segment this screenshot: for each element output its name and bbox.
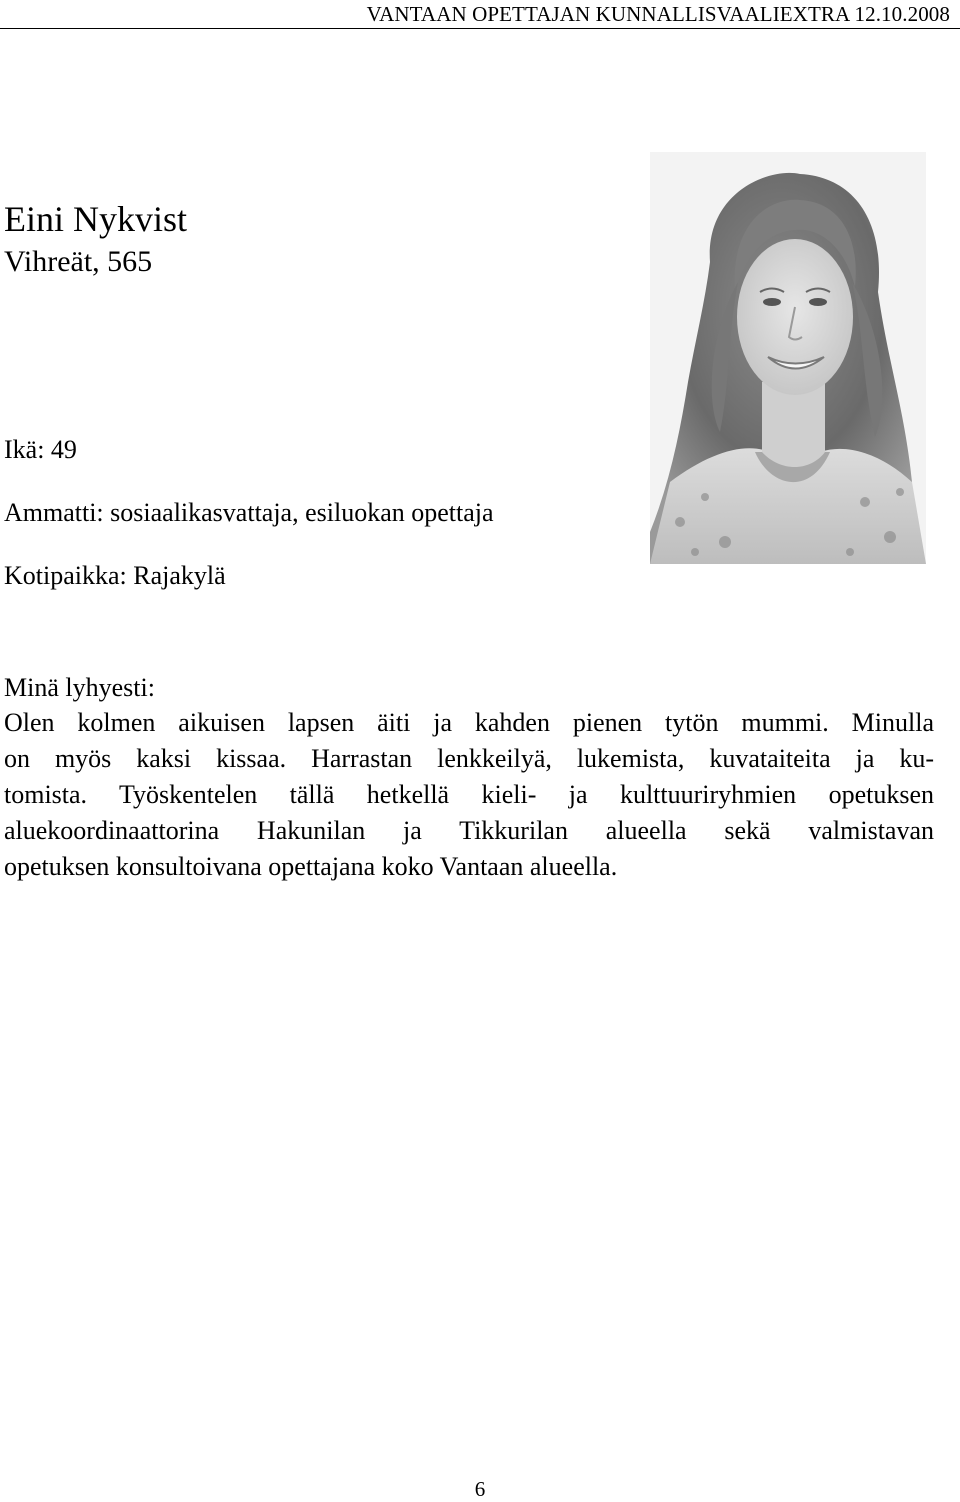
- running-title: VANTAAN OPETTAJAN KUNNALLISVAALIEXTRA 12.10.2008: [366, 2, 950, 26]
- occupation-field: Ammatti: sosiaalikasvattaja, esiluokan opettaja: [4, 498, 494, 527]
- bio-line: Olen kolmen aikuisen lapsen äiti ja kahden pienen tytön mummi. Minulla: [4, 708, 934, 737]
- intro-heading: Minä lyhyesti:: [4, 673, 155, 702]
- page-header: [0, 0, 960, 30]
- bio-paragraph: [4, 705, 934, 885]
- header-rule: [0, 28, 960, 29]
- party-and-number: Vihreät, 565: [4, 245, 153, 278]
- home-field: Kotipaikka: Rajakylä: [4, 561, 226, 590]
- bio-line: opetuksen konsultoivana opettajana koko Vantaan alueella.: [4, 852, 618, 881]
- candidate-photo: [650, 152, 926, 564]
- age-field: Ikä: 49: [4, 435, 77, 464]
- bio-line: on myös kaksi kissaa. Harrastan lenkkeilyä, lukemista, kuvataiteita ja ku-: [4, 744, 934, 773]
- page-number: 6: [474, 1477, 486, 1501]
- bio-line: tomista. Työskentelen tällä hetkellä kieli- ja kulttuuriryhmien opetuksen: [4, 780, 934, 809]
- bio-line: aluekoordinaattorina Hakunilan ja Tikkurilan alueella sekä valmistavan: [4, 816, 934, 845]
- candidate-name: Eini Nykvist: [4, 199, 188, 239]
